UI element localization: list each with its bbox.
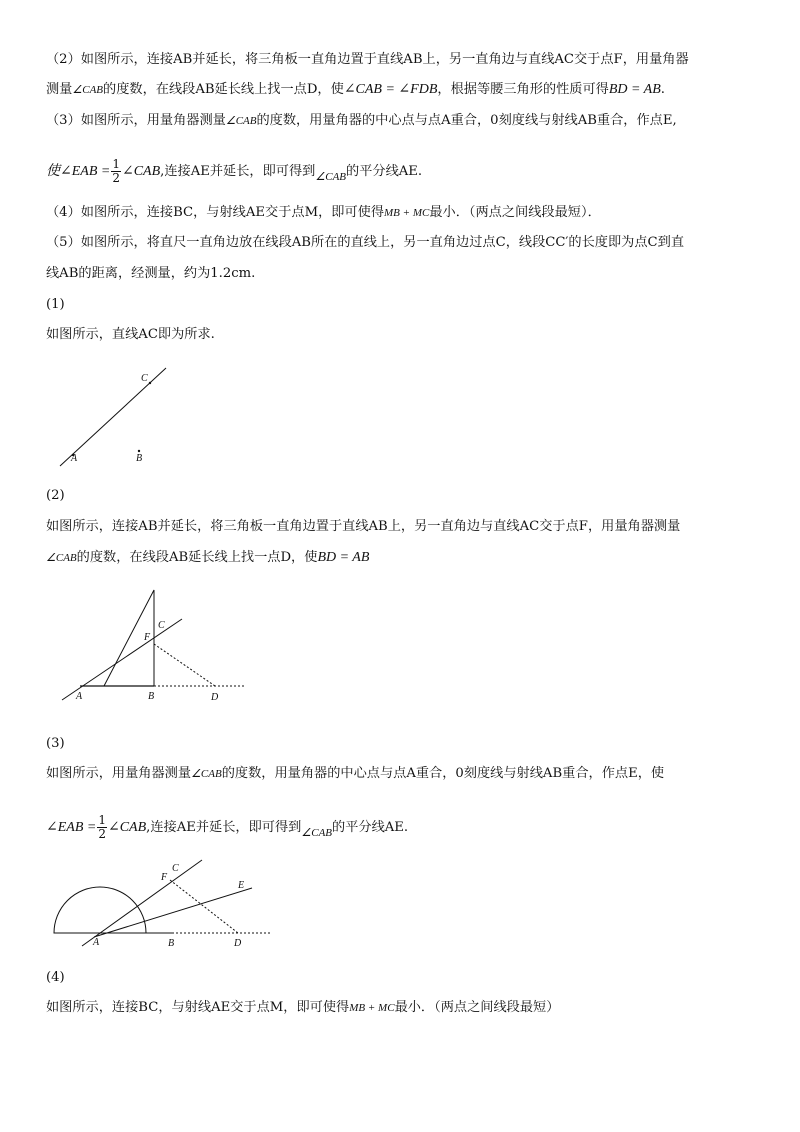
s3-line1b: 的度数，用量角器的中心点与点A重合，0刻度线与射线AB重合，作点E，使: [221, 766, 665, 781]
s2-eq: BD = AB: [317, 550, 370, 565]
label-a: A: [93, 937, 100, 948]
p4-eq: MB + MC: [384, 207, 430, 219]
s3-line2c: ,连接AE并延长，即可得到: [146, 820, 302, 835]
s3-line1a: 如图所示，用量角器测量: [46, 766, 192, 781]
p3-line1b: 的度数，用量角器的中心点与点A重合，0刻度线与射线AB重合，作点E,: [256, 113, 677, 128]
p2-line1: （2）如图所示，连接AB并延长，将三角板一直角边置于直线AB上，另一直角边与直线AC交于点F，用量角器: [46, 52, 689, 67]
s3-num: (3): [46, 736, 65, 751]
label-f: F: [161, 872, 168, 883]
s1-text: 如图所示，直线AC即为所求.: [46, 327, 215, 342]
s2-num: (2): [46, 488, 65, 503]
label-d: D: [234, 938, 242, 949]
s1-num: (1): [46, 297, 65, 312]
s2-line1: 如图所示，连接AB并延长，将三角板一直角边置于直线AB上，另一直角边与直线AC交于点F，用量角器测量: [46, 519, 681, 534]
label-b: B: [136, 453, 143, 464]
s3-line2d: 的平分线AE.: [332, 820, 409, 835]
s4-eq: MB + MC: [349, 1002, 395, 1014]
segment-fd-dashed: [170, 880, 238, 933]
s4-num: (4): [46, 970, 65, 985]
p4-line1a: （4）如图所示，连接BC，与射线AE交于点M，即可使得: [46, 205, 385, 220]
p2-line2d: .: [660, 82, 665, 97]
label-e: E: [238, 880, 245, 891]
s3-line2b: ∠CAB: [107, 820, 147, 835]
label-d: D: [211, 692, 219, 703]
p2-eq1: ∠CAB = ∠FDB: [343, 82, 438, 97]
label-b: B: [148, 691, 155, 702]
p3-line1a: （3）如图所示，用量角器测量: [46, 113, 226, 128]
s3-frac: $\frac{1}{2}$: [98, 813, 106, 841]
label-a: A: [71, 453, 78, 464]
s3-ang-sub: ∠CAB: [301, 827, 333, 839]
label-c: C: [141, 373, 148, 384]
s2-line2a: 的度数，在线段AB延长线上找一点D，使: [76, 550, 318, 565]
p2-line2b: 的度数，在线段AB延长线上找一点D，使: [103, 82, 344, 97]
p3-ang-sub: ∠CAB: [315, 171, 347, 183]
p5-line1: （5）如图所示，将直尺一直角边放在线段AB所在的直线上，另一直角边过点C，线段CC′的长度即为点C到直: [46, 235, 685, 250]
label-c: C: [172, 863, 179, 874]
p2-line2a: 测量: [46, 82, 73, 97]
p4-line1b: 最小．（两点之间线段最短）．: [429, 205, 601, 220]
p2-line2c: ，根据等腰三角形的性质可得: [437, 82, 609, 97]
s4-text-b: 最小．（两点之间线段最短）: [394, 1000, 560, 1015]
p2-ang: ∠CAB: [72, 84, 104, 96]
p3-line2b: ∠CAB: [121, 164, 161, 179]
label-c: C: [158, 620, 165, 631]
p5-line2: 线AB的距离，经测量，约为1.2cm.: [46, 266, 256, 281]
s4-text-a: 如图所示，连接BC，与射线AE交于点M，即可使得: [46, 1000, 350, 1015]
label-f: F: [144, 632, 151, 643]
p2-eq2: BD = AB: [608, 82, 661, 97]
ray-ae: [94, 888, 252, 937]
s3-ang: ∠CAB: [191, 768, 222, 780]
p3-frac: $\frac{1}{2}$: [112, 157, 120, 185]
p3-line2d: 的平分线AE.: [346, 164, 423, 179]
p3-ang: ∠CAB: [225, 115, 257, 127]
p3-line2c: ,连接AE并延长，即可得到: [160, 164, 316, 179]
s3-line2a: ∠EAB =: [46, 820, 97, 835]
label-b: B: [168, 938, 175, 949]
p3-line2a: 使∠EAB =: [46, 164, 111, 179]
s4-line1: [46, 998, 559, 1018]
s2-ang: ∠CAB: [46, 552, 77, 564]
label-a: A: [76, 691, 83, 702]
